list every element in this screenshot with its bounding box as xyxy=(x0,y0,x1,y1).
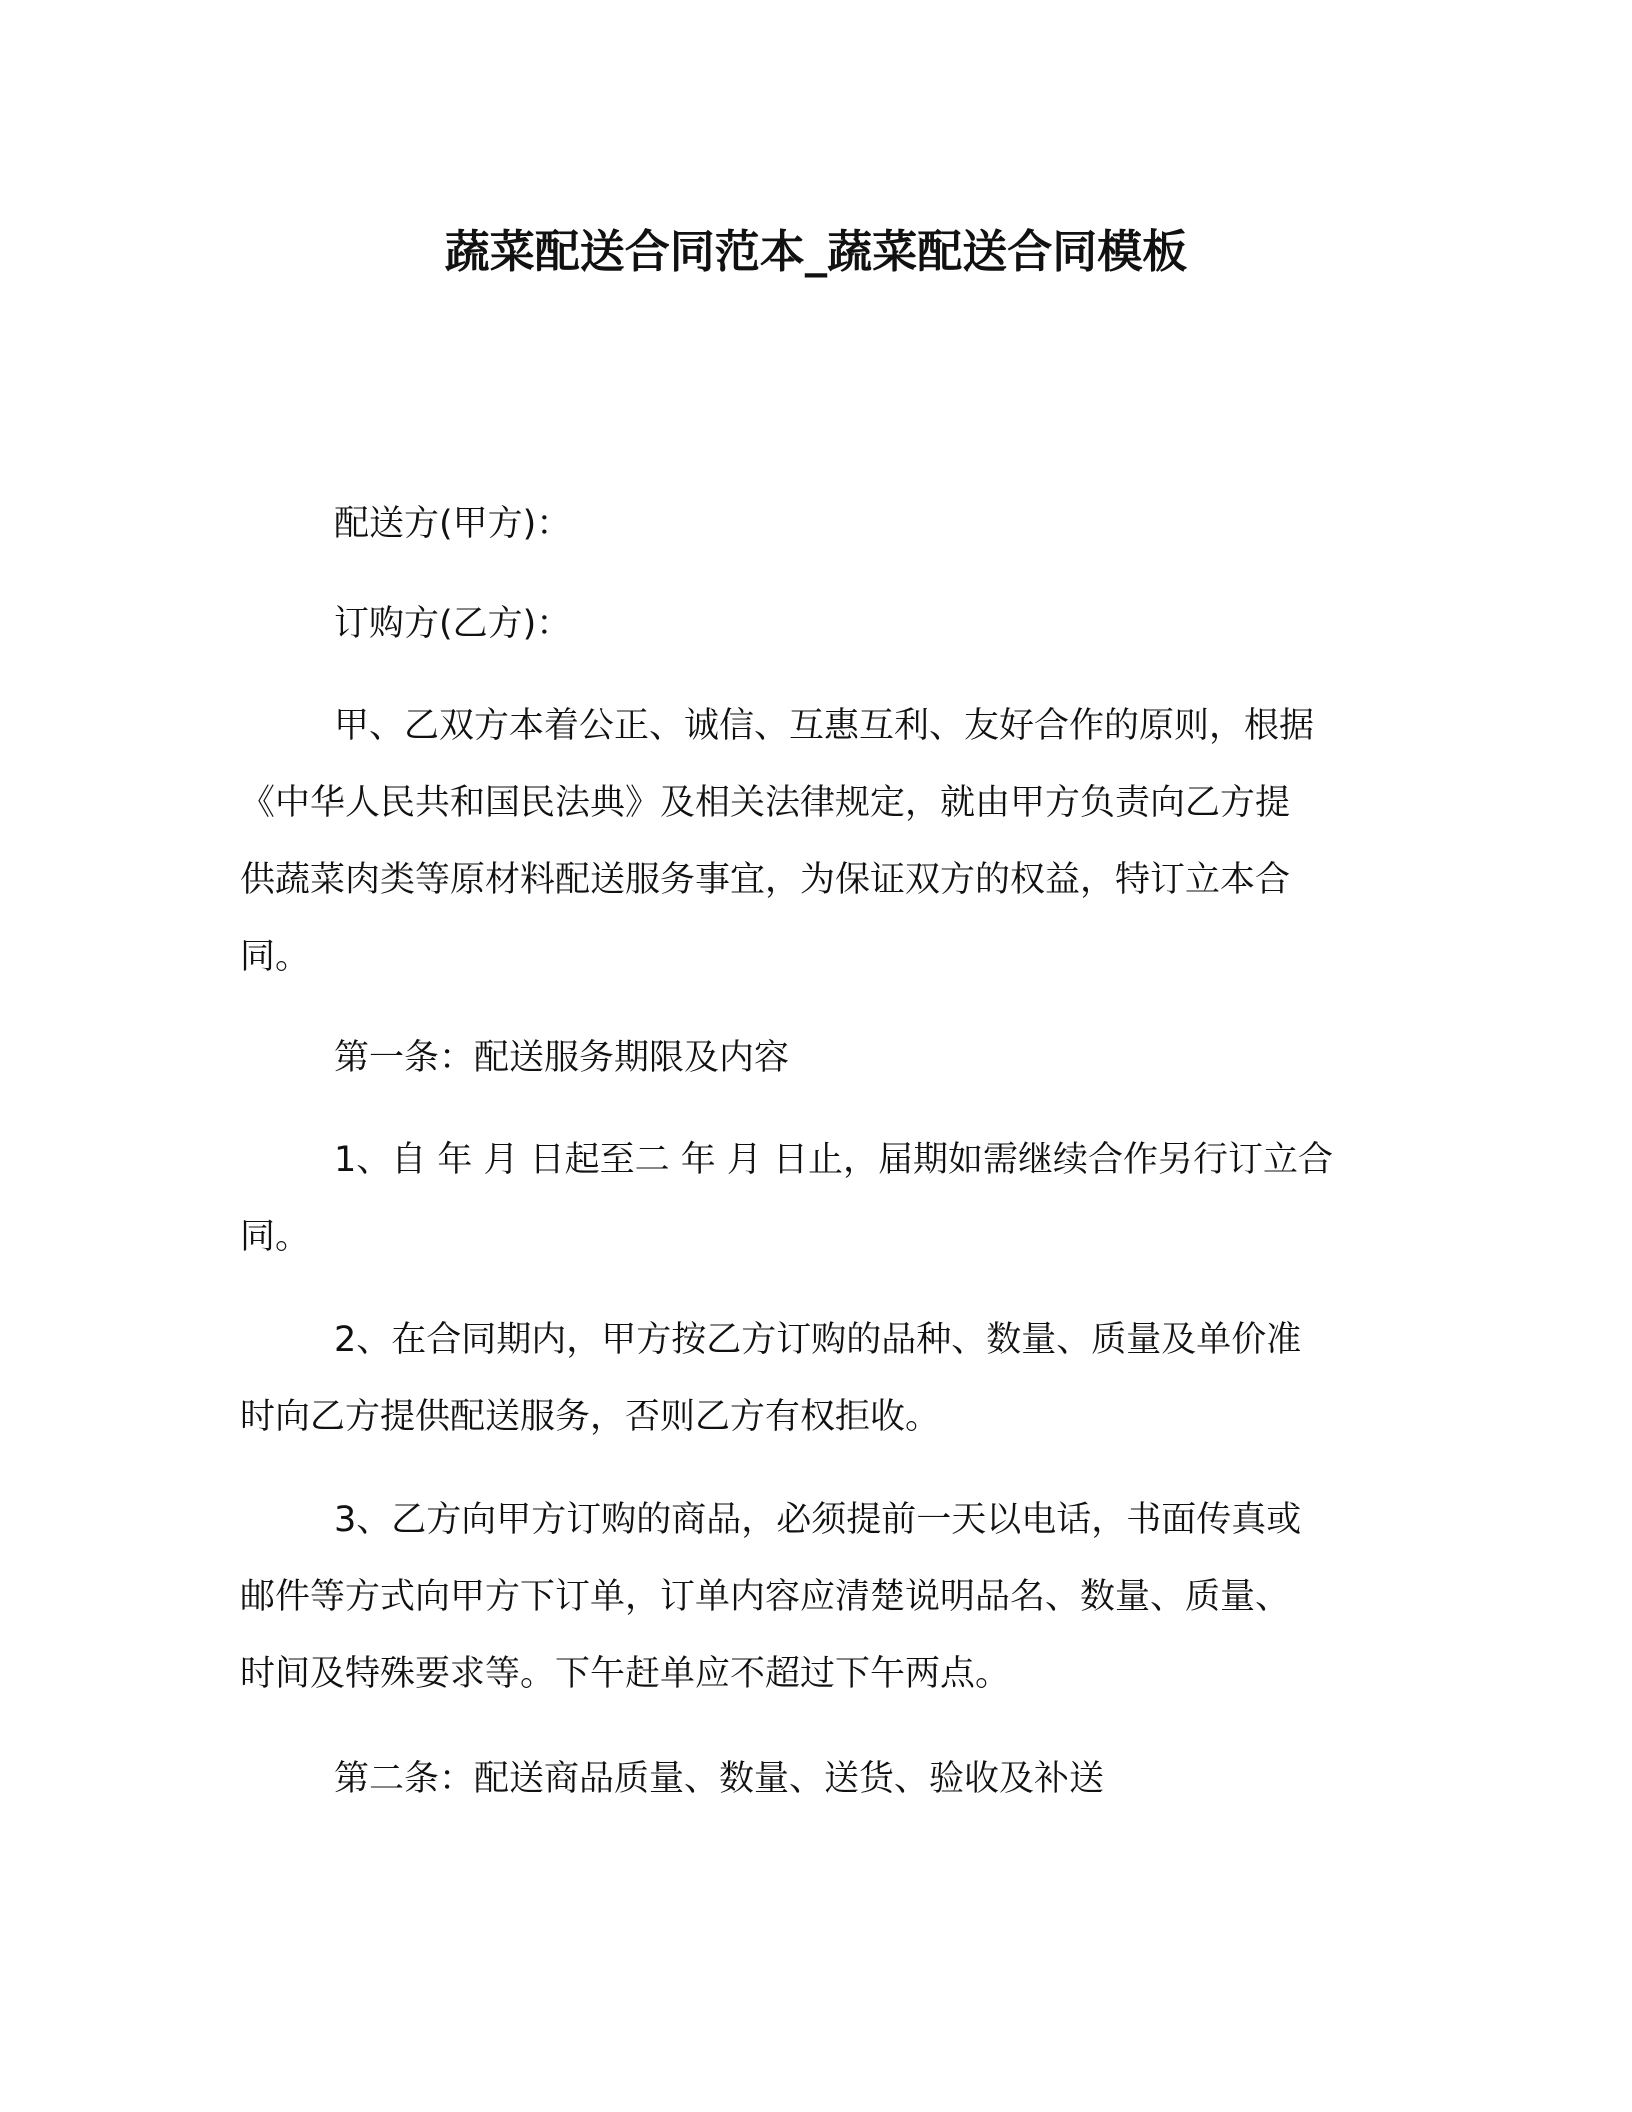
article-1-heading xyxy=(240,1020,1380,1097)
clause-1-paragraph xyxy=(240,1122,1380,1276)
clause-3-paragraph xyxy=(240,1482,1380,1713)
party-b-text: 订购方(乙方)： xyxy=(334,604,572,644)
document-title: 蔬菜配送合同范本_蔬菜配送合同模板 xyxy=(444,225,1188,278)
clause-3-line: 时间及特殊要求等。下午赶单应不超过下午两点。 xyxy=(240,1654,1011,1694)
party-b-label xyxy=(240,586,1380,663)
clause-2-paragraph xyxy=(240,1302,1380,1456)
article-2-heading xyxy=(240,1741,1380,1818)
preamble-paragraph xyxy=(240,688,1380,996)
clause-3-line: 3、乙方向甲方订购的商品，必须提前一天以电话，书面传真或 xyxy=(334,1500,1302,1540)
preamble-line: 供蔬菜肉类等原材料配送服务事宜，为保证双方的权益，特订立本合 xyxy=(240,860,1291,900)
clause-2-line: 2、在合同期内，甲方按乙方订购的品种、数量、质量及单价准 xyxy=(334,1320,1302,1360)
preamble-line: 甲、乙双方本着公正、诚信、互惠互利、友好合作的原则，根据 xyxy=(334,706,1315,746)
clause-3-line: 邮件等方式向甲方下订单，订单内容应清楚说明品名、数量、质量、 xyxy=(240,1577,1291,1617)
clause-1-line: 1、自 年 月 日起至二 年 月 日止，届期如需继续合作另行订立合 xyxy=(334,1140,1334,1180)
preamble-line: 同。 xyxy=(240,937,311,977)
article-1-heading-text: 第一条：配送服务期限及内容 xyxy=(334,1038,790,1078)
party-a-text: 配送方(甲方)： xyxy=(334,504,572,544)
clause-2-line: 时向乙方提供配送服务，否则乙方有权拒收。 xyxy=(240,1397,941,1437)
party-a-label xyxy=(240,486,1380,563)
clause-1-line: 同。 xyxy=(240,1217,311,1257)
preamble-line: 《中华人民共和国民法典》及相关法律规定，就由甲方负责向乙方提 xyxy=(240,783,1291,823)
article-2-heading-text: 第二条：配送商品质量、数量、送货、验收及补送 xyxy=(334,1759,1105,1799)
